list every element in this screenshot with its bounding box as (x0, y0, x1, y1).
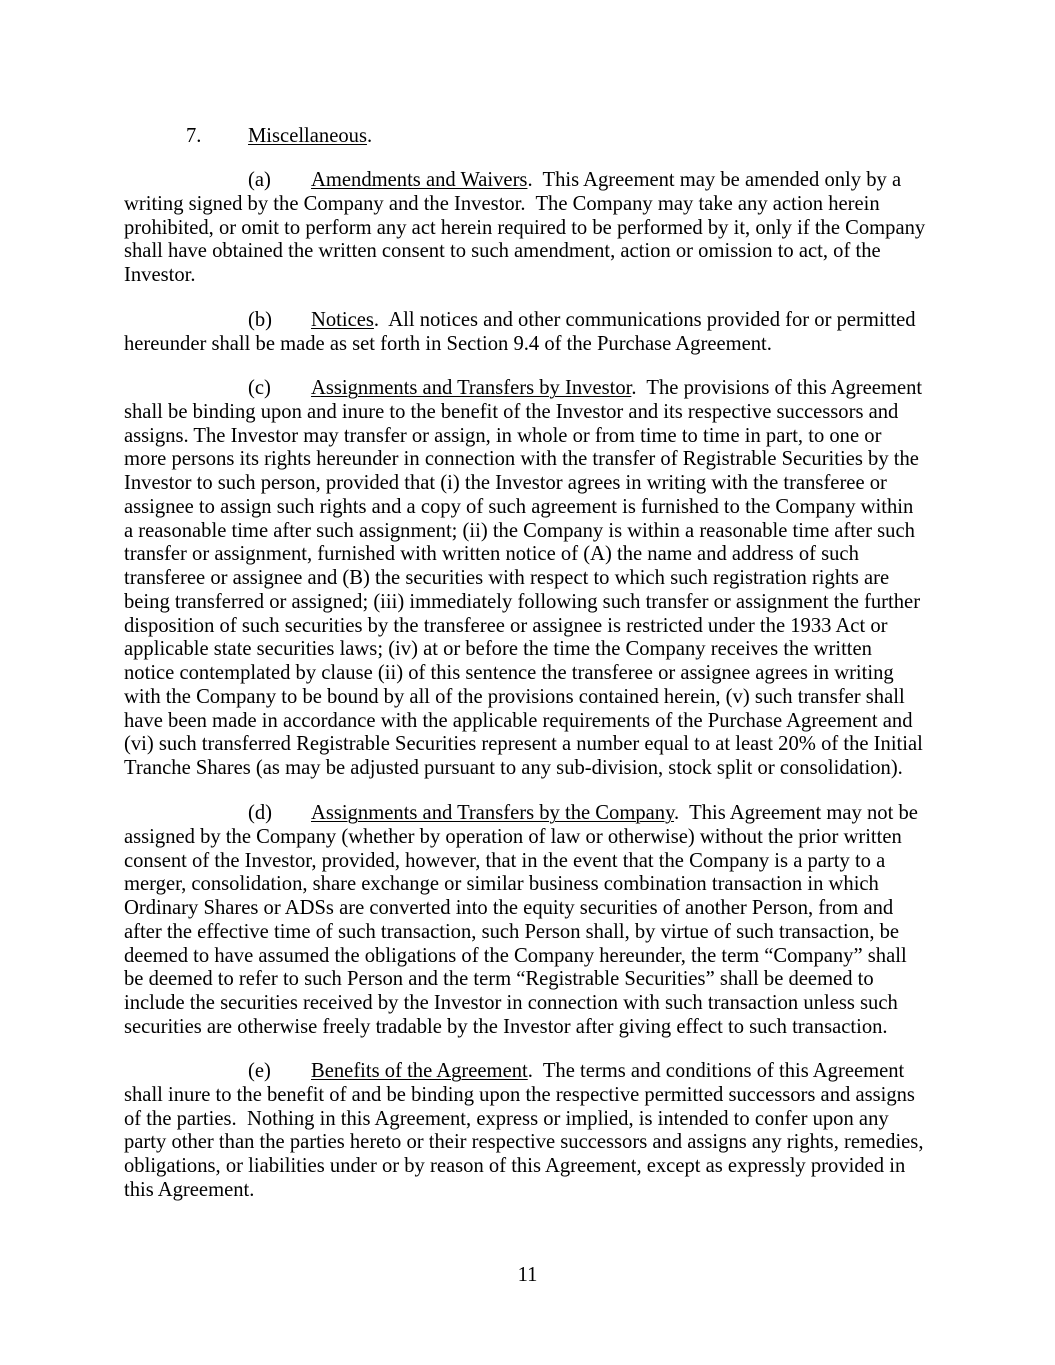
paragraph-line: shall be binding upon and inure to the benefit of the Investor and its respective successors and (124, 400, 899, 423)
paragraph-line: shall inure to the benefit of and be binding upon the respective permitted successors and assigns (124, 1083, 915, 1106)
paragraph-d (124, 802, 954, 1040)
paragraph-line: include the securities received by the Investor in connection with such transaction unless such (124, 992, 898, 1014)
paragraph-line: Tranche Shares (as may be adjusted pursuant to any sub-division, stock split or consolidation). (124, 757, 903, 779)
paragraph-line: Ordinary Shares or ADSs are converted into the equity securities of another Person, from and (124, 897, 894, 919)
paragraph-label: (d) (248, 802, 273, 824)
paragraph-label: (c) (248, 377, 271, 399)
paragraph-line: writing signed by the Company and the Investor. The Company may take any action herein (124, 192, 880, 215)
paragraph-line: Investor to such person, provided that (i) the Investor agrees in writing with the transferee or (124, 472, 887, 494)
section-title-suffix: . (366, 125, 373, 147)
paragraph-line: disposition of such securities by the transferee or assignee is restricted under the 1933 Act or (124, 614, 888, 637)
paragraph-line: shall have obtained the written consent to such amendment, action or omission to act, of the (124, 240, 881, 263)
paragraph-line: more persons its rights hereunder in connection with the transfer of Registrable Securities by the (124, 448, 919, 471)
paragraph-heading: Benefits of the Agreement (311, 1060, 528, 1082)
paragraph-line: party other than the parties hereto or their respective successors and assigns any rights, remedies, (124, 1131, 924, 1154)
paragraph-label: (a) (248, 169, 271, 191)
paragraph-line: have been made in accordance with the applicable requirements of the Purchase Agreement and (124, 709, 913, 732)
paragraph-line: hereunder shall be made as set forth in Section 9.4 of the Purchase Agreement. (124, 332, 772, 355)
paragraph-line: notice contemplated by clause (ii) of this sentence the transferee or assignee agrees in writing (124, 662, 894, 684)
paragraph-line: merger, consolidation, share exchange or similar business combination transaction in which (124, 873, 879, 896)
paragraph-line: assignee to assign such rights and a copy of such agreement is furnished to the Company within (124, 495, 914, 518)
paragraph-line: transferee or assignee and (B) the securities with respect to which such registration rights are (124, 567, 890, 589)
section-title: Miscellaneous (248, 125, 367, 147)
paragraph-heading: Assignments and Transfers by Investor (311, 377, 632, 399)
paragraph-line: Investor. (124, 264, 196, 286)
paragraph-first-line: . The provisions of this Agreement (631, 377, 923, 399)
page-number: 11 (517, 1264, 538, 1286)
paragraph-line: being transferred or assigned; (iii) immediately following such transfer or assignment the further (124, 590, 921, 613)
paragraph-line: consent of the Investor, provided, however, that in the event that the Company is a party to a (124, 849, 886, 872)
paragraph-line: be deemed to refer to such Person and the term “Registrable Securities” shall be deemed to (124, 968, 874, 991)
paragraph-line: this Agreement. (124, 1178, 255, 1201)
paragraph-line: with the Company to be bound by all of the provisions contained herein, (v) such transfer shall (124, 685, 905, 708)
paragraph-heading: Assignments and Transfers by the Company (311, 802, 675, 824)
paragraph-line: securities are otherwise freely tradable by the Investor after giving effect to such transaction. (124, 1015, 888, 1038)
paragraph-line: applicable state securities laws; (iv) at or before the time the Company receives the written (124, 638, 872, 661)
paragraph-a (124, 169, 954, 288)
paragraph-line: a reasonable time after such assignment; (ii) the Company is within a reasonable time after such (124, 519, 915, 542)
paragraph-line: assigns. The Investor may transfer or assign, in whole or from time to time in part, to one or (124, 424, 882, 447)
section-number: 7. (186, 125, 202, 147)
paragraph-line: (vi) such transferred Registrable Securities represent a number equal to at least 20% of the Initial (124, 733, 923, 756)
paragraph-line: transfer or assignment, furnished with written notice of (A) the name and address of such (124, 543, 859, 566)
paragraph-first-line: . All notices and other communications provided for or permitted (373, 309, 916, 331)
paragraph-heading: Notices (311, 309, 374, 331)
paragraph-label: (e) (248, 1060, 271, 1082)
paragraph-c (124, 377, 954, 781)
paragraph-first-line: . This Agreement may be amended only by a (527, 169, 902, 191)
paragraph-first-line: . The terms and conditions of this Agreement (527, 1060, 905, 1082)
paragraph-e (124, 1060, 954, 1203)
paragraph-heading: Amendments and Waivers (311, 169, 528, 191)
paragraph-label: (b) (248, 309, 273, 331)
paragraph-line: assigned by the Company (whether by operation of law or otherwise) without the prior written (124, 825, 902, 848)
paragraph-b (124, 309, 954, 357)
paragraph-line: obligations, or liabilities under or by reason of this Agreement, except as expressly provided in (124, 1155, 906, 1177)
paragraph-line: prohibited, or omit to perform any act herein required to be performed by it, only if the Company (124, 216, 926, 239)
paragraph-line: of the parties. Nothing in this Agreement, express or implied, is intended to confer upon any (124, 1107, 889, 1130)
paragraph-line: after the effective time of such transaction, such Person shall, by virtue of such transaction, be (124, 920, 900, 943)
paragraph-line: deemed to have assumed the obligations of the Company hereunder, the term “Company” shall (124, 944, 907, 967)
paragraph-first-line: . This Agreement may not be (674, 802, 918, 824)
